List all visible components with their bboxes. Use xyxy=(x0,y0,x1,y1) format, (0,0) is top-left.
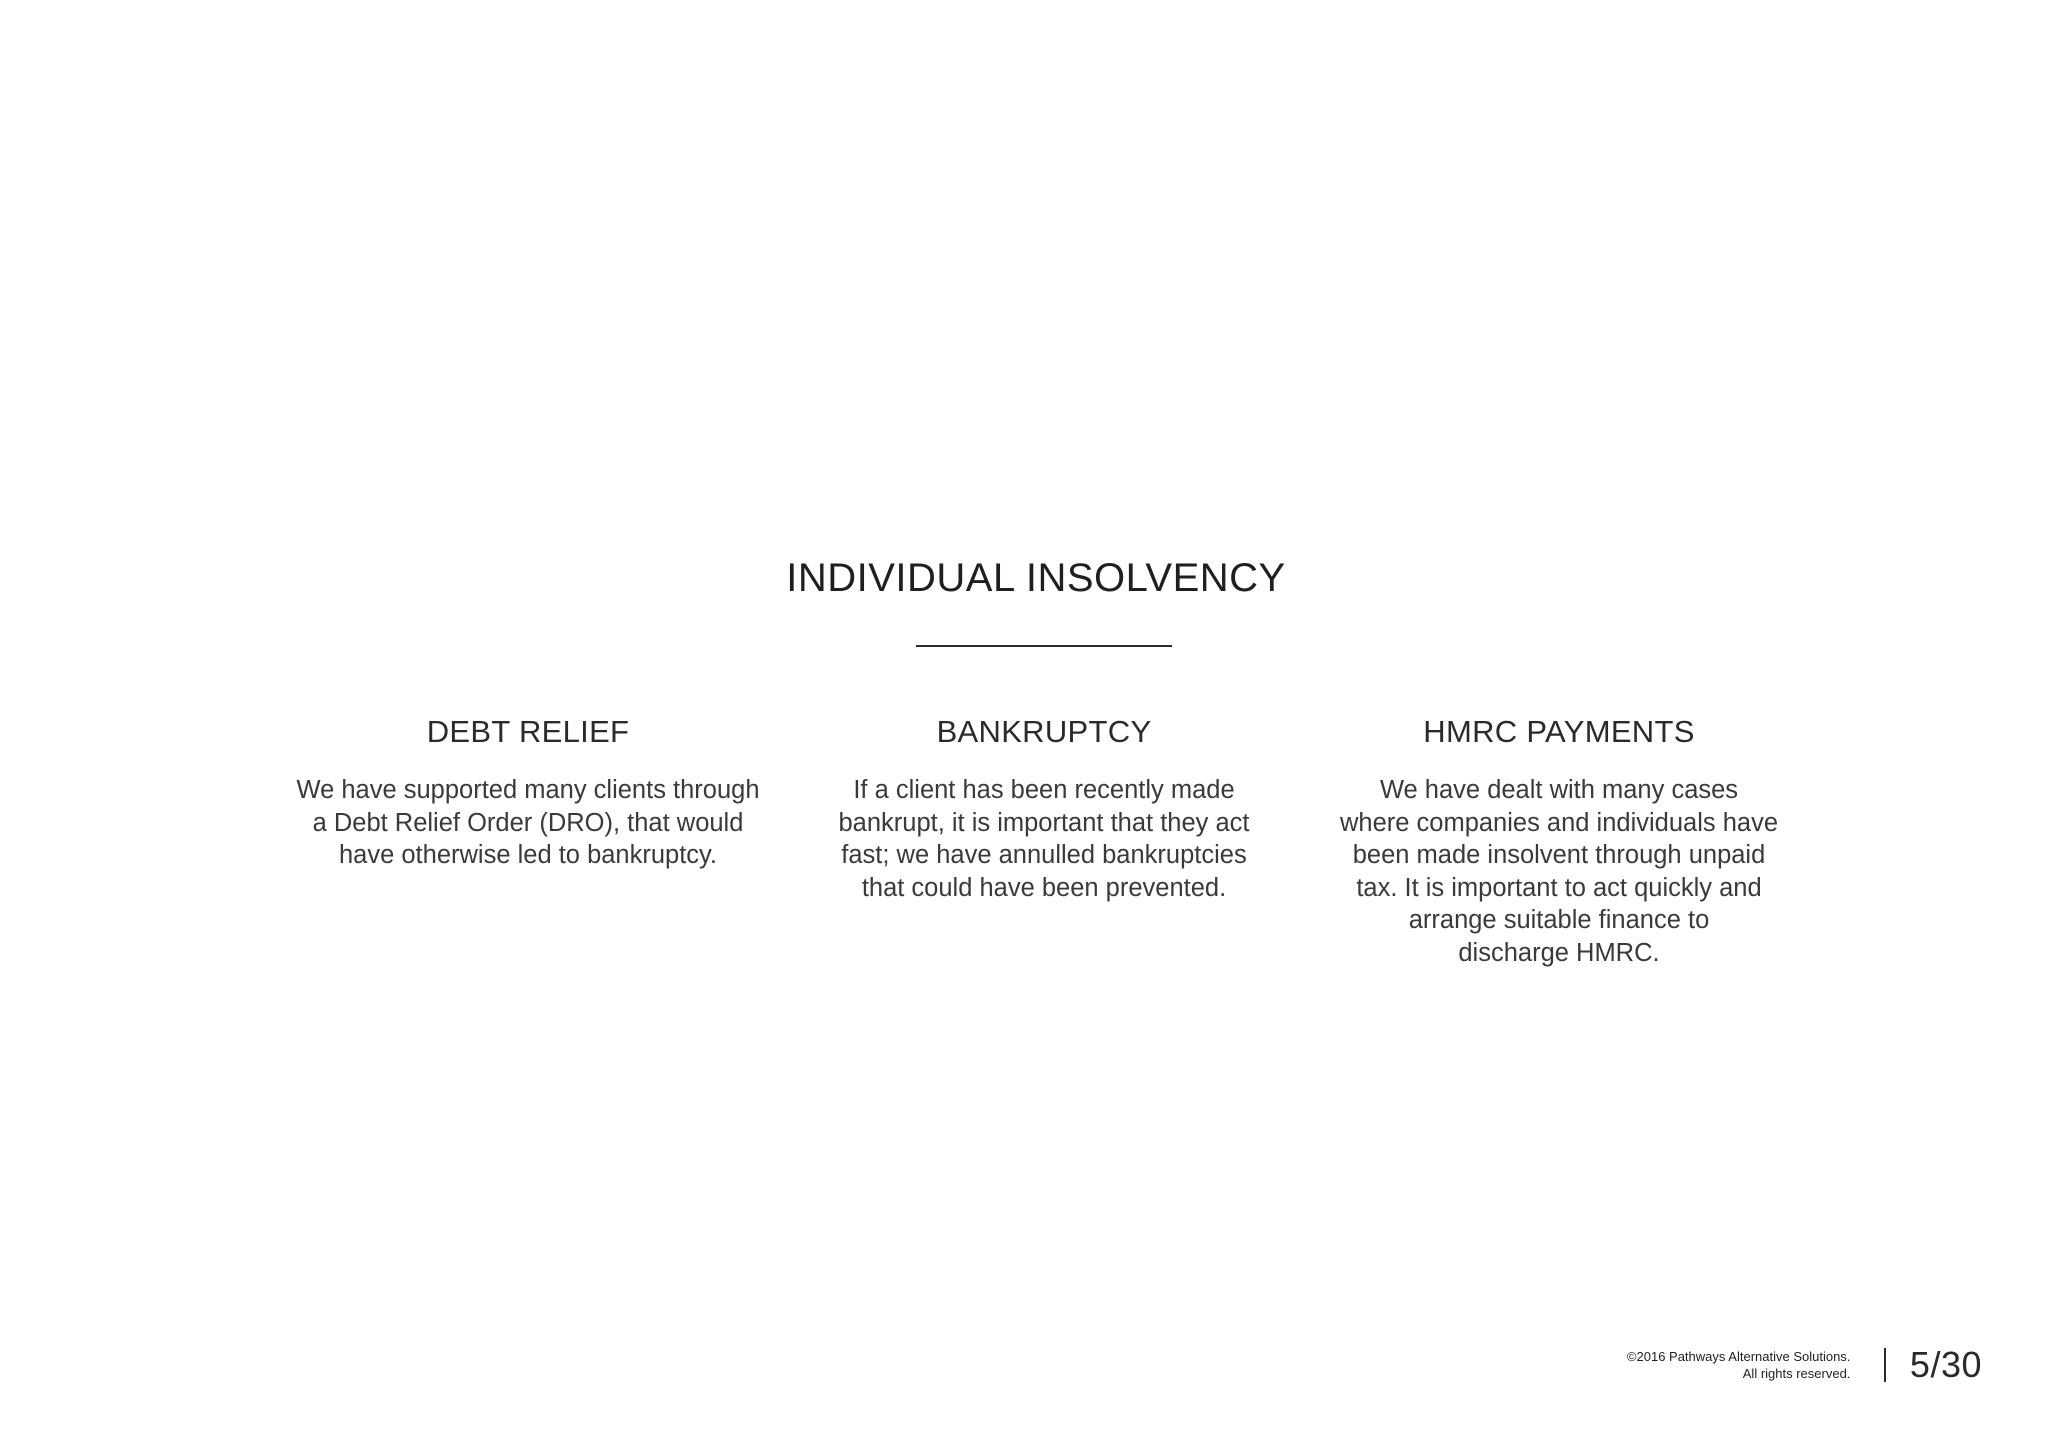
text-line: bankrupt, it is important that they act xyxy=(838,808,1250,837)
section-heading-debt-relief: DEBT RELIEF xyxy=(426,714,630,749)
page-footer xyxy=(1627,1344,1982,1386)
section-text-debt-relief xyxy=(278,774,778,872)
section-heading-bankruptcy: BANKRUPTCY xyxy=(936,714,1152,749)
debt-relief-section xyxy=(278,712,778,872)
copyright-notice xyxy=(1627,1348,1851,1382)
copyright-line: ©2016 Pathways Alternative Solutions. xyxy=(1626,1349,1851,1364)
title-divider xyxy=(916,645,1172,647)
text-line: arrange suitable finance to xyxy=(1408,906,1710,934)
text-line: We have dealt with many cases xyxy=(1379,776,1739,804)
text-line: fast; we have annulled bankruptcies xyxy=(841,841,1247,869)
page-title: INDIVIDUAL INSOLVENCY xyxy=(786,556,1286,600)
text-line: been made insolvent through unpaid xyxy=(1352,841,1766,869)
section-text-hmrc-payments xyxy=(1309,774,1809,969)
text-line: have otherwise led to bankruptcy. xyxy=(339,841,717,869)
text-line: If a client has been recently made xyxy=(853,776,1235,804)
text-line: tax. It is important to act quickly and xyxy=(1356,873,1762,902)
text-line: a Debt Relief Order (DRO), that would xyxy=(312,808,744,837)
page-number: 5/30 xyxy=(1909,1344,1982,1385)
section-heading-hmrc-payments: HMRC PAYMENTS xyxy=(1423,714,1695,749)
bankruptcy-section xyxy=(794,712,1294,904)
rights-line: All rights reserved. xyxy=(1742,1366,1851,1381)
section-text-bankruptcy xyxy=(794,774,1294,904)
text-line: that could have been prevented. xyxy=(861,873,1227,902)
hmrc-payments-section xyxy=(1309,712,1809,969)
footer-divider xyxy=(1884,1348,1886,1382)
text-line: where companies and individuals have xyxy=(1339,808,1779,837)
text-line: discharge HMRC. xyxy=(1458,938,1660,967)
text-line: We have supported many clients through xyxy=(296,776,760,804)
